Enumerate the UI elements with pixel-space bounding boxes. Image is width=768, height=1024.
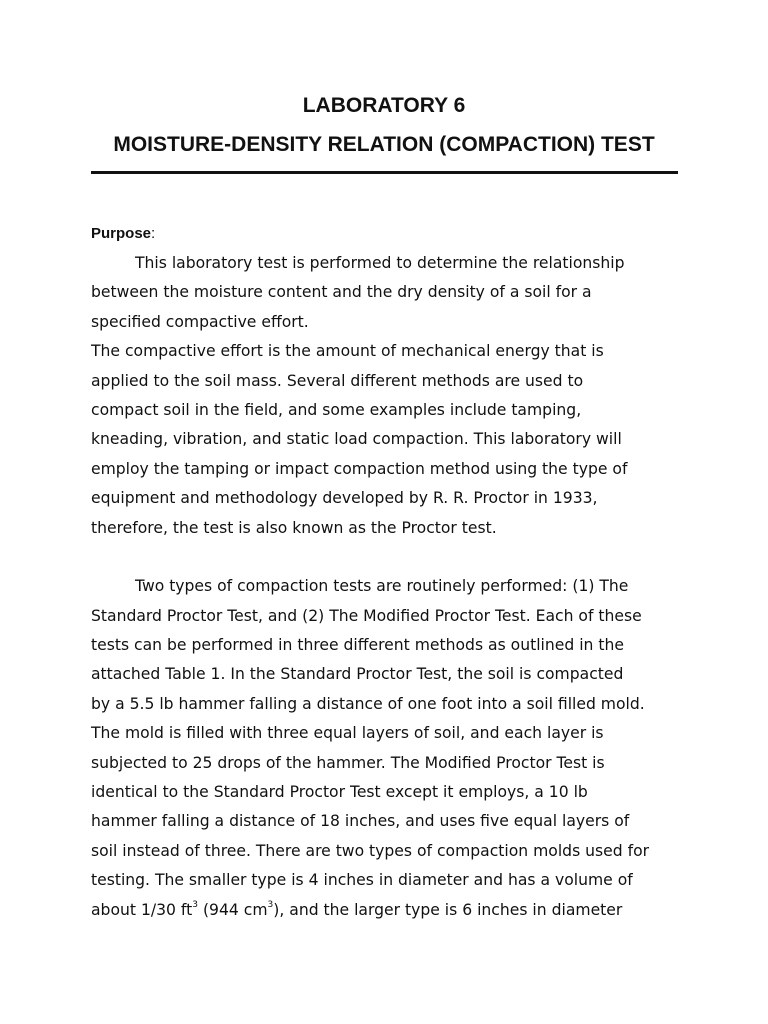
paragraph-gap <box>91 543 691 572</box>
text-line: This laboratory test is performed to determine the relationship <box>135 254 625 272</box>
superscript: 3 <box>192 900 198 911</box>
text-line: attached Table 1. In the Standard Proctor Test, the soil is compacted <box>91 665 624 684</box>
text-line: The compactive effort is the amount of mechanical energy that is <box>91 342 604 361</box>
text-line: Two types of compaction tests are routinely performed: (1) The <box>135 577 629 596</box>
text-line: identical to the Standard Proctor Test except it employs, a 10 lb <box>91 783 588 802</box>
text-line: equipment and methodology developed by R. R. Proctor in 1933, <box>91 489 598 508</box>
text-fragment: about 1/30 ft <box>91 900 193 919</box>
text-line: hammer falling a distance of 18 inches, and uses five equal layers of <box>91 812 630 831</box>
text-fragment: (944 cm <box>198 900 268 919</box>
text-line: therefore, the test is also known as the Proctor test. <box>91 518 497 537</box>
text-line: tests can be performed in three different methods as outlined in the <box>91 636 624 655</box>
lab-number-heading: LABORATORY 6 <box>302 94 466 117</box>
superscript: 3 <box>267 900 274 911</box>
purpose-colon: : <box>151 225 156 242</box>
text-line: soil instead of three. There are two types of compaction molds used for <box>91 841 650 860</box>
text-line: Standard Proctor Test, and (2) The Modified Proctor Test. Each of these <box>91 606 642 625</box>
text-line: specified compactive effort. <box>91 312 309 331</box>
title-divider <box>91 171 678 174</box>
text-line: subjected to 25 drops of the hammer. The Modified Proctor Test is <box>91 753 605 772</box>
text-line: kneading, vibration, and static load compaction. This laboratory will <box>91 430 622 449</box>
text-line: employ the tamping or impact compaction method using the type of <box>91 459 628 478</box>
text-fragment: ), and the larger type is 6 inches in diameter <box>273 900 623 919</box>
text-line-with-superscripts <box>91 896 691 925</box>
title-block <box>90 92 678 159</box>
text-line: testing. The smaller type is 4 inches in diameter and has a volume of <box>91 871 633 890</box>
text-line: applied to the soil mass. Several different methods are used to <box>91 371 584 390</box>
purpose-label: Purpose <box>91 225 152 242</box>
body-text <box>91 249 691 925</box>
text-line: compact soil in the field, and some examples include tamping, <box>91 400 582 419</box>
purpose-heading <box>91 223 155 245</box>
text-line: The mold is filled with three equal layers of soil, and each layer is <box>91 724 604 743</box>
text-line: by a 5.5 lb hammer falling a distance of one foot into a soil filled mold. <box>91 694 645 713</box>
test-title-heading: MOISTURE-DENSITY RELATION (COMPACTION) TEST <box>113 133 655 156</box>
text-line: between the moisture content and the dry density of a soil for a <box>91 283 592 302</box>
